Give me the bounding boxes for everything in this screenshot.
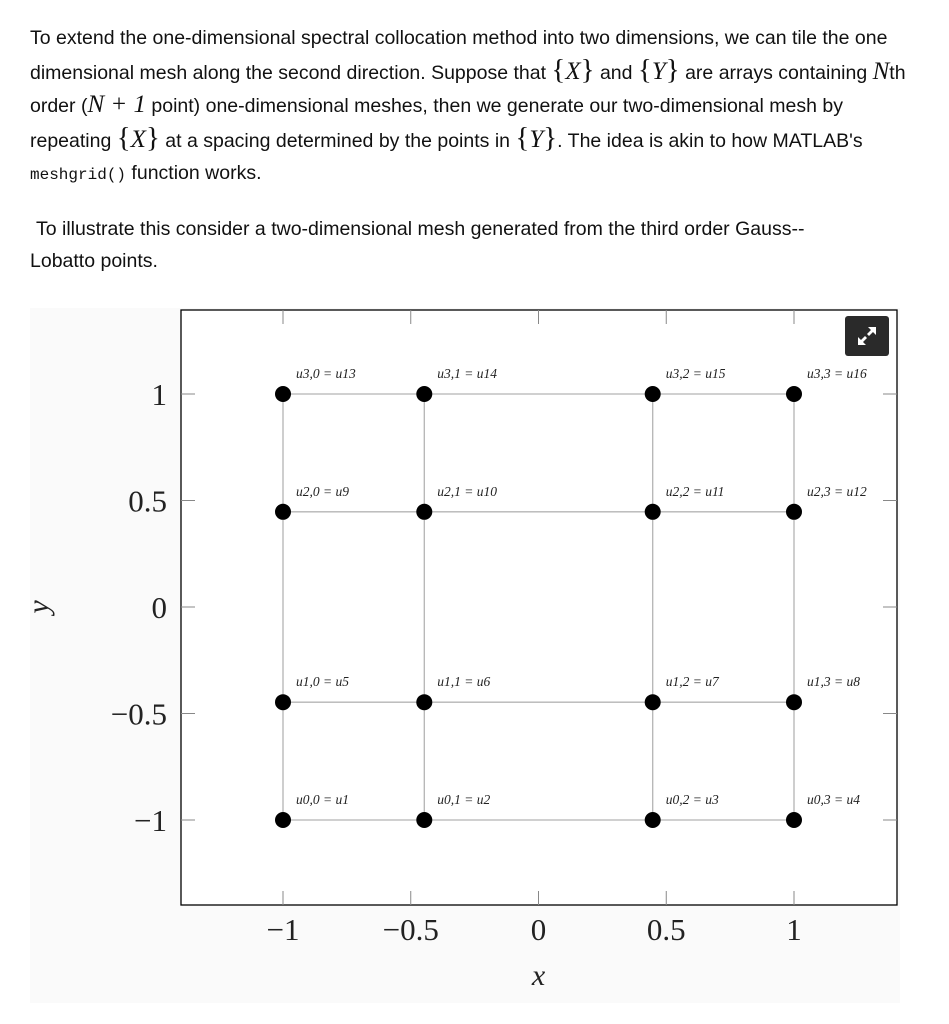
paragraph-line: Lobatto points.	[30, 250, 158, 272]
math-X: X	[130, 126, 146, 153]
math-brace: {	[116, 122, 131, 154]
text-segment: are arrays containing	[679, 62, 873, 84]
math-brace: }	[580, 54, 595, 86]
math-brace: }	[145, 122, 160, 154]
x-tick-label: −1	[266, 912, 300, 947]
math-X: X	[565, 58, 581, 85]
mesh-point-label: u2,3 = u12	[807, 483, 867, 499]
intro-paragraph	[30, 22, 925, 191]
mesh-point	[786, 812, 802, 828]
math-N: N	[872, 58, 890, 85]
mesh-point	[786, 386, 802, 402]
mesh-point	[416, 504, 432, 520]
math-N-plus-1: N + 1	[87, 91, 146, 118]
mesh-point-label: u1,1 = u6	[437, 674, 491, 690]
mesh-figure	[22, 308, 900, 1003]
math-brace: {	[551, 54, 566, 86]
mesh-point	[416, 812, 432, 828]
mesh-point	[416, 694, 432, 710]
mesh-point	[645, 386, 661, 402]
mesh-point	[786, 694, 802, 710]
mesh-point-label: u2,0 = u9	[296, 483, 349, 499]
text-segment: function works.	[126, 162, 262, 184]
mesh-point-label: u0,3 = u4	[807, 792, 860, 807]
inline-code: meshgrid()	[30, 166, 127, 184]
mesh-chart	[22, 308, 900, 1003]
mesh-point	[275, 694, 291, 710]
y-axis-title: y	[22, 600, 55, 614]
mesh-point-label: u1,3 = u8	[807, 674, 860, 690]
mesh-point	[786, 504, 802, 520]
mesh-point	[416, 386, 432, 402]
mesh-point	[275, 386, 291, 402]
expand-button[interactable]	[845, 316, 889, 356]
mesh-point-label: u0,2 = u3	[665, 792, 719, 807]
mesh-point-label: u0,0 = u1	[296, 792, 349, 807]
math-brace: }	[543, 122, 558, 154]
text-segment: and	[594, 62, 638, 84]
x-tick-label: 0.5	[646, 912, 686, 947]
mesh-point	[645, 504, 661, 520]
mesh-point	[275, 812, 291, 828]
illustration-paragraph	[30, 213, 916, 277]
mesh-point-label: u2,2 = u11	[665, 483, 725, 499]
mesh-point	[645, 812, 661, 828]
y-tick-label: 0.5	[128, 483, 167, 519]
expand-icon	[855, 324, 879, 348]
y-tick-label: 1	[151, 377, 167, 412]
math-Y: Y	[529, 126, 544, 153]
mesh-point-label: u3,0 = u13	[296, 366, 356, 381]
mesh-point-label: u1,0 = u5	[296, 674, 349, 690]
paragraph-line: To illustrate this consider a two-dimensional mesh generated from the third order Gauss--	[36, 218, 805, 240]
mesh-point-label: u3,3 = u16	[807, 366, 867, 381]
math-brace: }	[665, 54, 680, 86]
text-segment: point) one-dimensional meshes, then we generate our two-dimensional mesh by repeating	[30, 95, 843, 152]
mesh-point	[275, 504, 291, 520]
mesh-point-label: u0,1 = u2	[437, 792, 491, 807]
math-Y: Y	[651, 58, 666, 85]
mesh-point-label: u3,1 = u14	[437, 366, 498, 381]
mesh-point-label: u1,2 = u7	[665, 674, 719, 690]
text-segment: th order (	[30, 62, 906, 117]
x-tick-label: 0	[530, 912, 547, 947]
y-tick-label: 0	[151, 590, 167, 625]
math-brace: {	[637, 54, 652, 86]
x-tick-label: −0.5	[382, 912, 439, 947]
math-brace: {	[515, 122, 530, 154]
text-segment: To extend the one-dimensional spectral collocation method into two dimensions, we can tile the one dimensional mesh along the second direction. Suppose that	[30, 27, 888, 84]
text-segment: at a spacing determined by the points in	[159, 130, 516, 152]
y-tick-label: −1	[134, 803, 167, 838]
mesh-point-label: u3,2 = u15	[665, 366, 726, 381]
text-segment: . The idea is akin to how MATLAB's	[557, 130, 863, 152]
mesh-point-label: u2,1 = u10	[437, 483, 498, 499]
y-tick-label: −0.5	[110, 696, 167, 732]
x-axis-title: x	[531, 959, 546, 992]
mesh-point	[645, 694, 661, 710]
x-tick-label: 1	[786, 912, 802, 947]
